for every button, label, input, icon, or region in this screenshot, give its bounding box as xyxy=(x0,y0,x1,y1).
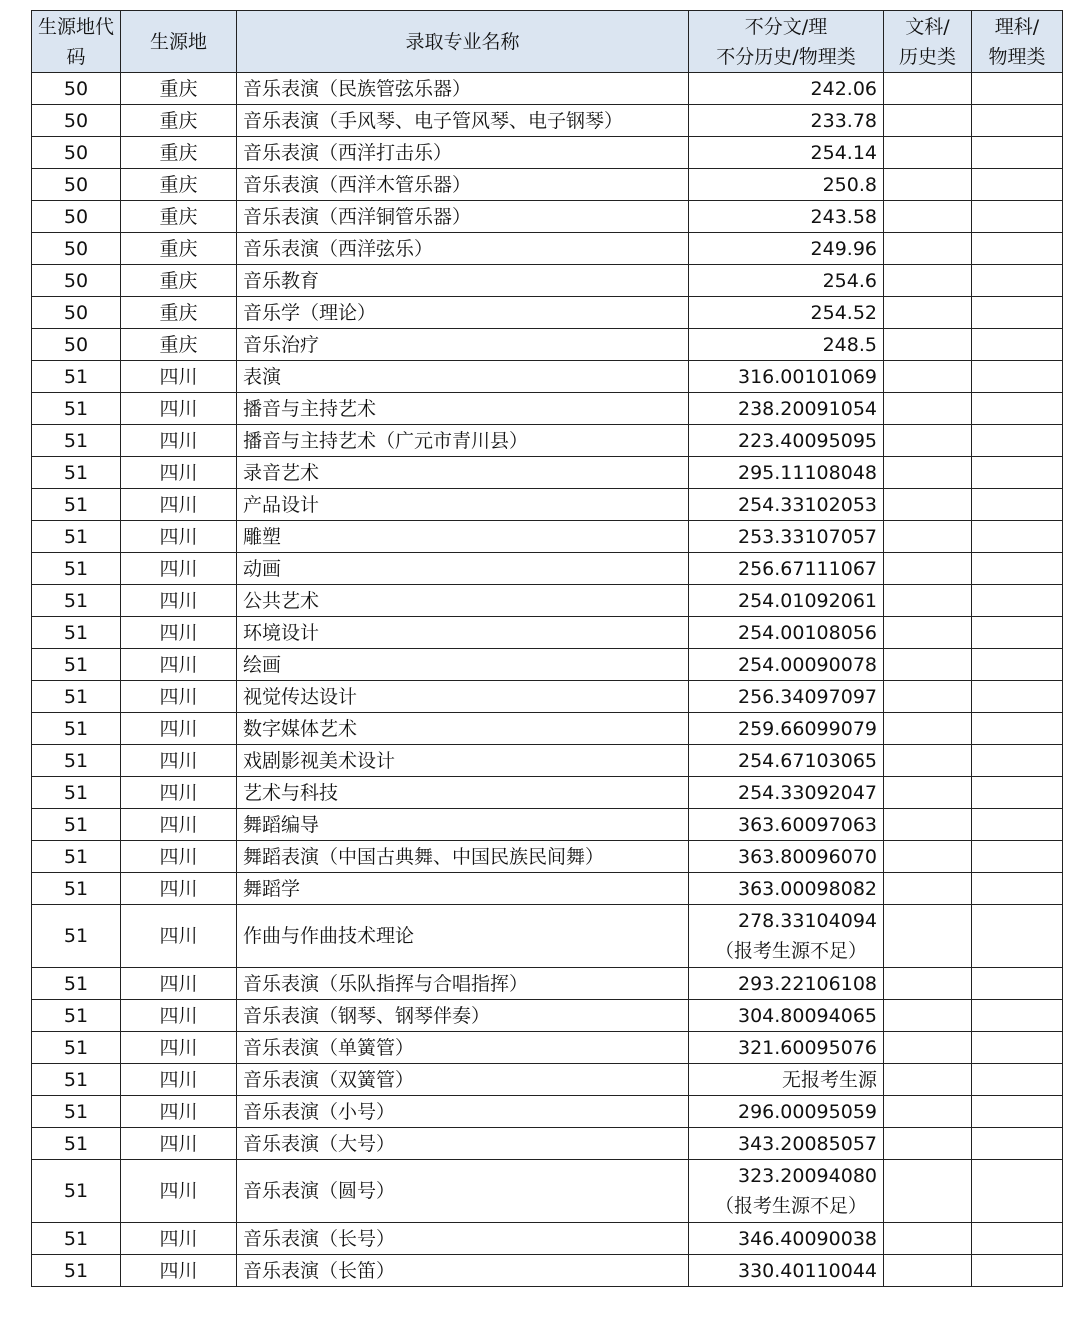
score-value: 256.34097097 xyxy=(737,685,877,708)
origin-cell: 重庆 xyxy=(121,297,237,329)
science-score-cell xyxy=(972,425,1063,457)
unified-score-cell xyxy=(689,105,884,137)
science-score-cell xyxy=(972,233,1063,265)
science-score-cell xyxy=(972,169,1063,201)
unified-score-cell xyxy=(689,905,884,968)
science-score-cell xyxy=(972,1000,1063,1032)
origin-code-cell: 50 xyxy=(32,105,121,137)
origin-code-cell: 51 xyxy=(32,1223,121,1255)
arts-score-cell xyxy=(884,968,972,1000)
score-value: 233.78 xyxy=(810,109,877,132)
origin-cell: 四川 xyxy=(121,457,237,489)
unified-score-cell xyxy=(689,1000,884,1032)
score-value: 363.00098082 xyxy=(737,877,877,900)
origin-cell: 四川 xyxy=(121,1000,237,1032)
origin-cell: 四川 xyxy=(121,968,237,1000)
score-value: 254.33092047 xyxy=(737,781,877,804)
origin-code-cell: 51 xyxy=(32,457,121,489)
science-score-cell xyxy=(972,1255,1063,1287)
origin-code-cell: 51 xyxy=(32,968,121,1000)
origin-cell: 重庆 xyxy=(121,169,237,201)
major-name-cell: 作曲与作曲技术理论 xyxy=(237,905,689,968)
origin-code-cell: 51 xyxy=(32,745,121,777)
arts-score-cell xyxy=(884,873,972,905)
major-name-cell: 音乐治疗 xyxy=(237,329,689,361)
arts-score-cell xyxy=(884,393,972,425)
score-value: 256.67111067 xyxy=(737,557,877,580)
arts-score-cell xyxy=(884,1064,972,1096)
score-value: 253.33107057 xyxy=(737,525,877,548)
unified-score-cell xyxy=(689,585,884,617)
table-row xyxy=(32,233,1063,265)
major-name-cell: 舞蹈表演（中国古典舞、中国民族民间舞） xyxy=(237,841,689,873)
major-name-cell: 数字媒体艺术 xyxy=(237,713,689,745)
origin-code-cell: 51 xyxy=(32,1032,121,1064)
unified-score-cell xyxy=(689,329,884,361)
arts-score-cell xyxy=(884,425,972,457)
table-row xyxy=(32,841,1063,873)
major-name-cell: 音乐表演（西洋弦乐） xyxy=(237,233,689,265)
table-row xyxy=(32,457,1063,489)
major-name-cell: 音乐表演（长笛） xyxy=(237,1255,689,1287)
major-name-cell: 艺术与科技 xyxy=(237,777,689,809)
origin-cell: 四川 xyxy=(121,745,237,777)
unified-score-cell xyxy=(689,777,884,809)
unified-score-cell xyxy=(689,649,884,681)
origin-cell: 四川 xyxy=(121,553,237,585)
header-arts-score: 文科/ 历史类 xyxy=(884,11,972,73)
origin-cell: 四川 xyxy=(121,1096,237,1128)
unified-score-cell xyxy=(689,297,884,329)
table-row xyxy=(32,777,1063,809)
table-row xyxy=(32,361,1063,393)
science-score-cell xyxy=(972,1128,1063,1160)
table-row xyxy=(32,585,1063,617)
origin-code-cell: 51 xyxy=(32,489,121,521)
origin-code-cell: 51 xyxy=(32,1128,121,1160)
arts-score-cell xyxy=(884,201,972,233)
unified-score-cell xyxy=(689,617,884,649)
table-row xyxy=(32,1160,1063,1223)
unified-score-cell xyxy=(689,521,884,553)
origin-cell: 四川 xyxy=(121,617,237,649)
score-value: 323.20094080 xyxy=(737,1165,877,1187)
table-row xyxy=(32,617,1063,649)
origin-code-cell: 50 xyxy=(32,169,121,201)
unified-score-cell xyxy=(689,265,884,297)
arts-score-cell xyxy=(884,745,972,777)
origin-code-cell: 51 xyxy=(32,1160,121,1223)
unified-score-cell xyxy=(689,1096,884,1128)
table-row xyxy=(32,1000,1063,1032)
science-score-cell xyxy=(972,681,1063,713)
arts-score-cell xyxy=(884,265,972,297)
arts-score-cell xyxy=(884,105,972,137)
major-name-cell: 雕塑 xyxy=(237,521,689,553)
origin-cell: 四川 xyxy=(121,649,237,681)
science-score-cell xyxy=(972,713,1063,745)
score-value: 254.6 xyxy=(822,269,877,292)
score-value: 293.22106108 xyxy=(737,972,877,995)
table-row xyxy=(32,1128,1063,1160)
arts-score-cell xyxy=(884,361,972,393)
table-row xyxy=(32,297,1063,329)
origin-code-cell: 51 xyxy=(32,681,121,713)
arts-score-cell xyxy=(884,553,972,585)
origin-code-cell: 51 xyxy=(32,617,121,649)
major-name-cell: 播音与主持艺术 xyxy=(237,393,689,425)
major-name-cell: 音乐表演（西洋木管乐器） xyxy=(237,169,689,201)
unified-score-cell xyxy=(689,233,884,265)
science-score-cell xyxy=(972,297,1063,329)
origin-code-cell: 50 xyxy=(32,137,121,169)
unified-score-cell xyxy=(689,137,884,169)
table-row xyxy=(32,393,1063,425)
score-value: 363.80096070 xyxy=(737,845,877,868)
arts-score-cell xyxy=(884,137,972,169)
origin-code-cell: 50 xyxy=(32,297,121,329)
origin-cell: 四川 xyxy=(121,905,237,968)
science-score-cell xyxy=(972,201,1063,233)
origin-cell: 重庆 xyxy=(121,105,237,137)
science-score-cell xyxy=(972,745,1063,777)
table-row xyxy=(32,1255,1063,1287)
major-name-cell: 音乐表演（单簧管） xyxy=(237,1032,689,1064)
score-value: 249.96 xyxy=(810,237,877,260)
unified-score-cell xyxy=(689,425,884,457)
header-origin: 生源地 xyxy=(121,11,237,73)
science-score-cell xyxy=(972,1096,1063,1128)
table-row xyxy=(32,105,1063,137)
score-value: 254.14 xyxy=(810,141,877,164)
header-unified-score: 不分文/理 不分历史/物理类 xyxy=(689,11,884,73)
origin-code-cell: 51 xyxy=(32,873,121,905)
arts-score-cell xyxy=(884,809,972,841)
score-value: 321.60095076 xyxy=(737,1036,877,1059)
major-name-cell: 音乐表演（双簧管） xyxy=(237,1064,689,1096)
origin-code-cell: 51 xyxy=(32,713,121,745)
table-row xyxy=(32,265,1063,297)
arts-score-cell xyxy=(884,1096,972,1128)
science-score-cell xyxy=(972,841,1063,873)
arts-score-cell xyxy=(884,521,972,553)
score-value: 243.58 xyxy=(810,205,877,228)
major-name-cell: 录音艺术 xyxy=(237,457,689,489)
science-score-cell xyxy=(972,361,1063,393)
major-name-cell: 公共艺术 xyxy=(237,585,689,617)
table-row xyxy=(32,809,1063,841)
table-row xyxy=(32,1096,1063,1128)
major-name-cell: 音乐表演（长号） xyxy=(237,1223,689,1255)
major-name-cell: 播音与主持艺术（广元市青川县） xyxy=(237,425,689,457)
unified-score-cell xyxy=(689,713,884,745)
unified-score-cell xyxy=(689,1064,884,1096)
score-value: 238.20091054 xyxy=(737,397,877,420)
unified-score-cell xyxy=(689,393,884,425)
score-value: 254.33102053 xyxy=(737,493,877,516)
arts-score-cell xyxy=(884,841,972,873)
unified-score-cell xyxy=(689,169,884,201)
unified-score-cell xyxy=(689,361,884,393)
origin-code-cell: 51 xyxy=(32,1096,121,1128)
origin-code-cell: 50 xyxy=(32,73,121,105)
table-row xyxy=(32,489,1063,521)
unified-score-cell xyxy=(689,745,884,777)
arts-score-cell xyxy=(884,1255,972,1287)
origin-cell: 四川 xyxy=(121,425,237,457)
unified-score-cell xyxy=(689,809,884,841)
score-value: 316.00101069 xyxy=(737,365,877,388)
arts-score-cell xyxy=(884,169,972,201)
major-name-cell: 环境设计 xyxy=(237,617,689,649)
major-name-cell: 舞蹈编导 xyxy=(237,809,689,841)
unified-score-cell xyxy=(689,681,884,713)
score-value: 343.20085057 xyxy=(737,1132,877,1155)
score-value: 363.60097063 xyxy=(737,813,877,836)
unified-score-cell xyxy=(689,1032,884,1064)
score-value: 304.80094065 xyxy=(737,1004,877,1027)
major-name-cell: 音乐表演（手风琴、电子管风琴、电子钢琴） xyxy=(237,105,689,137)
arts-score-cell xyxy=(884,681,972,713)
score-value: 248.5 xyxy=(822,333,877,356)
unified-score-cell xyxy=(689,873,884,905)
science-score-cell xyxy=(972,873,1063,905)
science-score-cell xyxy=(972,777,1063,809)
origin-code-cell: 51 xyxy=(32,425,121,457)
science-score-cell xyxy=(972,905,1063,968)
origin-code-cell: 51 xyxy=(32,553,121,585)
score-value: 254.52 xyxy=(810,301,877,324)
origin-code-cell: 51 xyxy=(32,521,121,553)
score-value: 254.00090078 xyxy=(737,653,877,676)
origin-code-cell: 50 xyxy=(32,201,121,233)
origin-cell: 重庆 xyxy=(121,73,237,105)
origin-cell: 四川 xyxy=(121,1160,237,1223)
origin-code-cell: 51 xyxy=(32,1255,121,1287)
score-value: 296.00095059 xyxy=(737,1100,877,1123)
score-value: 242.06 xyxy=(810,77,877,100)
major-name-cell: 产品设计 xyxy=(237,489,689,521)
major-name-cell: 音乐教育 xyxy=(237,265,689,297)
arts-score-cell xyxy=(884,713,972,745)
table-row xyxy=(32,968,1063,1000)
major-name-cell: 戏剧影视美术设计 xyxy=(237,745,689,777)
unified-score-cell xyxy=(689,201,884,233)
science-score-cell xyxy=(972,585,1063,617)
table-row xyxy=(32,553,1063,585)
table-row xyxy=(32,137,1063,169)
origin-cell: 四川 xyxy=(121,841,237,873)
arts-score-cell xyxy=(884,73,972,105)
arts-score-cell xyxy=(884,649,972,681)
table-row xyxy=(32,169,1063,201)
science-score-cell xyxy=(972,521,1063,553)
table-row xyxy=(32,1032,1063,1064)
score-value: 346.40090038 xyxy=(737,1227,877,1250)
science-score-cell xyxy=(972,1223,1063,1255)
origin-code-cell: 51 xyxy=(32,393,121,425)
major-name-cell: 音乐表演（小号） xyxy=(237,1096,689,1128)
table-row xyxy=(32,649,1063,681)
science-score-cell xyxy=(972,329,1063,361)
science-score-cell xyxy=(972,105,1063,137)
admission-score-table xyxy=(31,10,1063,1287)
unified-score-cell xyxy=(689,553,884,585)
science-score-cell xyxy=(972,553,1063,585)
origin-cell: 四川 xyxy=(121,361,237,393)
origin-cell: 重庆 xyxy=(121,137,237,169)
origin-cell: 四川 xyxy=(121,873,237,905)
score-value: 223.40095095 xyxy=(737,429,877,452)
arts-score-cell xyxy=(884,1223,972,1255)
origin-cell: 重庆 xyxy=(121,233,237,265)
unified-score-cell xyxy=(689,1160,884,1223)
origin-cell: 四川 xyxy=(121,521,237,553)
unified-score-cell xyxy=(689,457,884,489)
table-row xyxy=(32,521,1063,553)
origin-cell: 重庆 xyxy=(121,265,237,297)
table-row xyxy=(32,73,1063,105)
origin-cell: 四川 xyxy=(121,1223,237,1255)
table-row xyxy=(32,1223,1063,1255)
score-value: 295.11108048 xyxy=(737,461,877,484)
science-score-cell xyxy=(972,809,1063,841)
origin-code-cell: 51 xyxy=(32,905,121,968)
arts-score-cell xyxy=(884,1032,972,1064)
major-name-cell: 音乐表演（西洋铜管乐器） xyxy=(237,201,689,233)
major-name-cell: 舞蹈学 xyxy=(237,873,689,905)
table-row xyxy=(32,201,1063,233)
science-score-cell xyxy=(972,1160,1063,1223)
arts-score-cell xyxy=(884,297,972,329)
unified-score-cell xyxy=(689,841,884,873)
origin-code-cell: 51 xyxy=(32,777,121,809)
arts-score-cell xyxy=(884,489,972,521)
table-row xyxy=(32,713,1063,745)
origin-cell: 四川 xyxy=(121,809,237,841)
science-score-cell xyxy=(972,617,1063,649)
arts-score-cell xyxy=(884,1160,972,1223)
arts-score-cell xyxy=(884,233,972,265)
score-value: 254.00108056 xyxy=(737,621,877,644)
science-score-cell xyxy=(972,457,1063,489)
origin-cell: 四川 xyxy=(121,713,237,745)
score-value: 250.8 xyxy=(822,173,877,196)
major-name-cell: 音乐学（理论） xyxy=(237,297,689,329)
origin-code-cell: 51 xyxy=(32,809,121,841)
origin-cell: 四川 xyxy=(121,585,237,617)
arts-score-cell xyxy=(884,1000,972,1032)
header-row xyxy=(32,11,1063,73)
unified-score-cell xyxy=(689,1223,884,1255)
score-value: 254.67103065 xyxy=(737,749,877,772)
origin-cell: 四川 xyxy=(121,1128,237,1160)
science-score-cell xyxy=(972,1032,1063,1064)
major-name-cell: 音乐表演（西洋打击乐） xyxy=(237,137,689,169)
science-score-cell xyxy=(972,265,1063,297)
origin-cell: 四川 xyxy=(121,777,237,809)
arts-score-cell xyxy=(884,905,972,968)
origin-code-cell: 51 xyxy=(32,841,121,873)
origin-cell: 四川 xyxy=(121,1064,237,1096)
score-note: （报考生源不足） xyxy=(715,940,868,962)
origin-code-cell: 50 xyxy=(32,265,121,297)
score-value: 254.01092061 xyxy=(737,589,877,612)
major-name-cell: 绘画 xyxy=(237,649,689,681)
major-name-cell: 音乐表演（乐队指挥与合唱指挥） xyxy=(237,968,689,1000)
unified-score-cell xyxy=(689,73,884,105)
header-origin-code: 生源地代码 xyxy=(32,11,121,73)
science-score-cell xyxy=(972,393,1063,425)
science-score-cell xyxy=(972,1064,1063,1096)
origin-cell: 重庆 xyxy=(121,201,237,233)
header-major: 录取专业名称 xyxy=(237,11,689,73)
origin-cell: 四川 xyxy=(121,1255,237,1287)
origin-cell: 四川 xyxy=(121,1032,237,1064)
science-score-cell xyxy=(972,968,1063,1000)
origin-code-cell: 51 xyxy=(32,585,121,617)
arts-score-cell xyxy=(884,329,972,361)
score-note: （报考生源不足） xyxy=(715,1195,868,1217)
origin-cell: 重庆 xyxy=(121,329,237,361)
origin-cell: 四川 xyxy=(121,489,237,521)
table-row xyxy=(32,1064,1063,1096)
score-value: 278.33104094 xyxy=(737,910,877,932)
major-name-cell: 动画 xyxy=(237,553,689,585)
arts-score-cell xyxy=(884,457,972,489)
arts-score-cell xyxy=(884,617,972,649)
origin-code-cell: 50 xyxy=(32,329,121,361)
major-name-cell: 视觉传达设计 xyxy=(237,681,689,713)
origin-code-cell: 50 xyxy=(32,233,121,265)
table-row xyxy=(32,873,1063,905)
origin-cell: 四川 xyxy=(121,393,237,425)
score-value: 无报考生源 xyxy=(781,1068,877,1091)
arts-score-cell xyxy=(884,585,972,617)
major-name-cell: 表演 xyxy=(237,361,689,393)
table-row xyxy=(32,745,1063,777)
score-value: 259.66099079 xyxy=(737,717,877,740)
origin-code-cell: 51 xyxy=(32,361,121,393)
origin-code-cell: 51 xyxy=(32,1000,121,1032)
origin-code-cell: 51 xyxy=(32,1064,121,1096)
table-row xyxy=(32,425,1063,457)
science-score-cell xyxy=(972,73,1063,105)
unified-score-cell xyxy=(689,489,884,521)
table-row xyxy=(32,905,1063,968)
table-row xyxy=(32,681,1063,713)
score-value: 330.40110044 xyxy=(737,1259,877,1282)
unified-score-cell xyxy=(689,968,884,1000)
table-row xyxy=(32,329,1063,361)
science-score-cell xyxy=(972,649,1063,681)
major-name-cell: 音乐表演（钢琴、钢琴伴奏） xyxy=(237,1000,689,1032)
science-score-cell xyxy=(972,137,1063,169)
header-science-score: 理科/ 物理类 xyxy=(972,11,1063,73)
arts-score-cell xyxy=(884,777,972,809)
science-score-cell xyxy=(972,489,1063,521)
arts-score-cell xyxy=(884,1128,972,1160)
major-name-cell: 音乐表演（民族管弦乐器） xyxy=(237,73,689,105)
major-name-cell: 音乐表演（圆号） xyxy=(237,1160,689,1223)
unified-score-cell xyxy=(689,1128,884,1160)
origin-cell: 四川 xyxy=(121,681,237,713)
major-name-cell: 音乐表演（大号） xyxy=(237,1128,689,1160)
unified-score-cell xyxy=(689,1255,884,1287)
origin-code-cell: 51 xyxy=(32,649,121,681)
